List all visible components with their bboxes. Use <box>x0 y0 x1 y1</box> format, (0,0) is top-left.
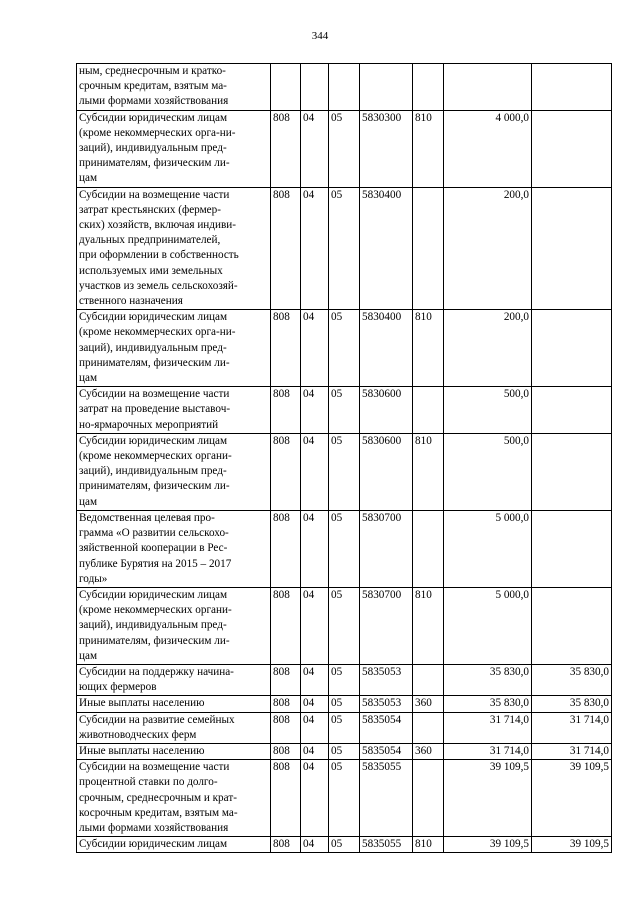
item-name-line: дуальных предпринимателей, <box>79 234 221 247</box>
cell-target-item: 5835053 <box>360 696 413 712</box>
item-name-line: цам <box>79 649 98 662</box>
cell-target-item: 5830600 <box>360 433 413 510</box>
cell-expense-type <box>413 712 444 743</box>
cell-expense-type: 810 <box>413 110 444 187</box>
item-name-line: заций), индивидуальным пред- <box>79 465 227 478</box>
cell-target-item: 5830400 <box>360 310 413 387</box>
item-name-line: используемых ими земельных <box>79 264 223 277</box>
item-name-line: (кроме некоммерческих орга-ни- <box>79 326 236 339</box>
cell-amount-subvention <box>532 64 612 111</box>
item-name-line: публике Бурятия на 2015 – 2017 <box>79 557 232 570</box>
budget-table <box>76 63 612 853</box>
cell-item-name <box>77 187 271 310</box>
cell-amount-subvention <box>532 110 612 187</box>
item-name-line: Субсидии на поддержку начина- <box>79 665 234 678</box>
cell-item-name <box>77 310 271 387</box>
cell-grbs: 808 <box>271 110 301 187</box>
cell-grbs: 808 <box>271 743 301 759</box>
cell-section: 04 <box>301 837 329 853</box>
cell-item-name <box>77 837 271 853</box>
table-row <box>77 664 612 695</box>
table-row <box>77 310 612 387</box>
cell-amount: 4 000,0 <box>444 110 532 187</box>
cell-amount: 35 830,0 <box>444 696 532 712</box>
item-name-line: (кроме некоммерческих органи- <box>79 450 232 463</box>
item-name-line: процентной ставки по долго- <box>79 776 218 789</box>
cell-grbs: 808 <box>271 587 301 664</box>
item-name-line: ным, среднесрочным и кратко- <box>79 65 226 77</box>
cell-section: 04 <box>301 510 329 587</box>
cell-grbs <box>271 64 301 111</box>
item-name-line: Субсидии на возмещение части <box>79 188 230 201</box>
cell-amount <box>444 64 532 111</box>
cell-amount-subvention: 31 714,0 <box>532 743 612 759</box>
cell-subsection: 05 <box>329 696 360 712</box>
cell-section: 04 <box>301 587 329 664</box>
cell-section: 04 <box>301 110 329 187</box>
item-name-line: принимателям, физическим ли- <box>79 634 230 647</box>
item-name-line: принимателям, физическим ли- <box>79 356 230 369</box>
item-name-line: цам <box>79 372 98 385</box>
cell-target-item: 5835053 <box>360 664 413 695</box>
item-name-line: Иные выплаты населению <box>79 744 205 757</box>
item-name-line: лыми формами хозяйствования <box>79 821 229 834</box>
cell-subsection: 05 <box>329 712 360 743</box>
cell-grbs: 808 <box>271 433 301 510</box>
cell-amount-subvention <box>532 387 612 434</box>
page-number: 344 <box>311 30 329 42</box>
item-name-line: цам <box>79 495 98 508</box>
item-name-line: затрат на проведение выставоч- <box>79 403 231 416</box>
table-row <box>77 837 612 853</box>
cell-amount-subvention: 39 109,5 <box>532 837 612 853</box>
cell-section: 04 <box>301 187 329 310</box>
item-name-line: Ведомственная целевая про- <box>79 511 215 524</box>
cell-amount: 500,0 <box>444 387 532 434</box>
cell-item-name <box>77 664 271 695</box>
cell-section: 04 <box>301 664 329 695</box>
cell-amount: 31 714,0 <box>444 712 532 743</box>
cell-expense-type: 810 <box>413 837 444 853</box>
cell-expense-type <box>413 387 444 434</box>
cell-section: 04 <box>301 712 329 743</box>
cell-expense-type: 810 <box>413 587 444 664</box>
budget-table-body <box>77 64 612 853</box>
cell-grbs: 808 <box>271 712 301 743</box>
cell-amount: 5 000,0 <box>444 510 532 587</box>
cell-target-item: 5830700 <box>360 587 413 664</box>
cell-subsection: 05 <box>329 510 360 587</box>
cell-amount: 31 714,0 <box>444 743 532 759</box>
cell-item-name <box>77 433 271 510</box>
cell-section: 04 <box>301 387 329 434</box>
cell-subsection: 05 <box>329 664 360 695</box>
item-name-line: (кроме некоммерческих органи- <box>79 604 232 617</box>
item-name-line: Субсидии на возмещение части <box>79 388 230 401</box>
cell-expense-type <box>413 187 444 310</box>
cell-amount-subvention: 39 109,5 <box>532 760 612 837</box>
table-row <box>77 510 612 587</box>
cell-subsection: 05 <box>329 310 360 387</box>
cell-target-item: 5830300 <box>360 110 413 187</box>
cell-target-item: 5830600 <box>360 387 413 434</box>
item-name-line: животноводческих ферм <box>79 728 197 741</box>
item-name-line: ственного назначения <box>79 295 183 308</box>
table-row <box>77 760 612 837</box>
item-name-line: но-ярмарочных мероприятий <box>79 418 219 431</box>
item-name-line: срочным кредитам, взятым ма- <box>79 80 227 93</box>
cell-grbs: 808 <box>271 760 301 837</box>
cell-target-item: 5835055 <box>360 837 413 853</box>
cell-grbs: 808 <box>271 510 301 587</box>
item-name-line: при оформлении в собственность <box>79 249 239 262</box>
cell-subsection: 05 <box>329 587 360 664</box>
cell-target-item <box>360 64 413 111</box>
cell-section: 04 <box>301 760 329 837</box>
item-name-line: принимателям, физическим ли- <box>79 157 230 170</box>
item-name-line: Субсидии юридическим лицам <box>79 434 228 447</box>
item-name-line: заций), индивидуальным пред- <box>79 142 227 155</box>
cell-grbs: 808 <box>271 696 301 712</box>
item-name-line: затрат крестьянских (фермер- <box>79 203 221 216</box>
cell-target-item: 5830400 <box>360 187 413 310</box>
cell-item-name <box>77 743 271 759</box>
cell-subsection: 05 <box>329 187 360 310</box>
cell-grbs: 808 <box>271 387 301 434</box>
table-row <box>77 587 612 664</box>
item-name-line: (кроме некоммерческих орга-ни- <box>79 126 236 139</box>
cell-grbs: 808 <box>271 664 301 695</box>
cell-expense-type: 810 <box>413 310 444 387</box>
item-name-line: Субсидии на развитие семейных <box>79 713 235 726</box>
cell-expense-type: 810 <box>413 433 444 510</box>
cell-amount: 200,0 <box>444 310 532 387</box>
item-name-line: ющих фермеров <box>79 681 157 694</box>
cell-subsection: 05 <box>329 433 360 510</box>
cell-subsection: 05 <box>329 743 360 759</box>
cell-item-name <box>77 510 271 587</box>
item-name-line: цам <box>79 172 98 185</box>
table-row <box>77 696 612 712</box>
cell-section <box>301 64 329 111</box>
cell-item-name <box>77 64 271 111</box>
cell-section: 04 <box>301 696 329 712</box>
cell-amount: 35 830,0 <box>444 664 532 695</box>
table-row <box>77 433 612 510</box>
table-row <box>77 110 612 187</box>
cell-amount-subvention: 35 830,0 <box>532 664 612 695</box>
cell-item-name <box>77 110 271 187</box>
cell-section: 04 <box>301 743 329 759</box>
table-row <box>77 387 612 434</box>
cell-item-name <box>77 696 271 712</box>
cell-amount-subvention <box>532 187 612 310</box>
item-name-line: Субсидии юридическим лицам <box>79 311 228 324</box>
cell-expense-type: 360 <box>413 743 444 759</box>
cell-section: 04 <box>301 310 329 387</box>
table-row <box>77 743 612 759</box>
cell-expense-type <box>413 64 444 111</box>
item-name-line: косрочным кредитам, взятым ма- <box>79 806 238 819</box>
item-name-line: заций), индивидуальным пред- <box>79 619 227 632</box>
cell-expense-type: 360 <box>413 696 444 712</box>
cell-subsection <box>329 64 360 111</box>
item-name-line: Иные выплаты населению <box>79 697 205 710</box>
item-name-line: заций), индивидуальным пред- <box>79 341 227 354</box>
item-name-line: Субсидии юридическим лицам <box>79 838 228 851</box>
cell-amount: 39 109,5 <box>444 760 532 837</box>
item-name-line: грамма «О развитии сельскохо- <box>79 527 229 540</box>
cell-amount-subvention: 31 714,0 <box>532 712 612 743</box>
cell-grbs: 808 <box>271 187 301 310</box>
cell-section: 04 <box>301 433 329 510</box>
item-name-line: принимателям, физическим ли- <box>79 480 230 493</box>
cell-grbs: 808 <box>271 310 301 387</box>
item-name-line: зяйственной кооперации в Рес- <box>79 542 228 555</box>
item-name-line: срочным, среднесрочным и крат- <box>79 791 237 804</box>
cell-item-name <box>77 760 271 837</box>
cell-amount-subvention <box>532 433 612 510</box>
cell-amount-subvention: 35 830,0 <box>532 696 612 712</box>
table-row <box>77 187 612 310</box>
cell-item-name <box>77 587 271 664</box>
cell-amount-subvention <box>532 310 612 387</box>
cell-amount: 39 109,5 <box>444 837 532 853</box>
item-name-line: годы» <box>79 572 108 585</box>
cell-grbs: 808 <box>271 837 301 853</box>
cell-subsection: 05 <box>329 110 360 187</box>
cell-item-name <box>77 387 271 434</box>
cell-amount-subvention <box>532 510 612 587</box>
cell-amount: 200,0 <box>444 187 532 310</box>
cell-expense-type <box>413 510 444 587</box>
cell-target-item: 5830700 <box>360 510 413 587</box>
cell-expense-type <box>413 760 444 837</box>
cell-subsection: 05 <box>329 760 360 837</box>
table-row <box>77 712 612 743</box>
cell-subsection: 05 <box>329 837 360 853</box>
item-name-line: Субсидии на возмещение части <box>79 761 230 774</box>
cell-target-item: 5835054 <box>360 712 413 743</box>
cell-item-name <box>77 712 271 743</box>
cell-expense-type <box>413 664 444 695</box>
cell-target-item: 5835054 <box>360 743 413 759</box>
cell-amount: 500,0 <box>444 433 532 510</box>
item-name-line: Субсидии юридическим лицам <box>79 111 228 124</box>
item-name-line: участков из земель сельскохозяй- <box>79 279 238 292</box>
item-name-line: ских) хозяйств, включая индиви- <box>79 219 236 232</box>
cell-subsection: 05 <box>329 387 360 434</box>
item-name-line: лыми формами хозяйствования <box>79 95 229 108</box>
cell-amount: 5 000,0 <box>444 587 532 664</box>
cell-amount-subvention <box>532 587 612 664</box>
cell-target-item: 5835055 <box>360 760 413 837</box>
item-name-line: Субсидии юридическим лицам <box>79 588 228 601</box>
table-row <box>77 64 612 111</box>
